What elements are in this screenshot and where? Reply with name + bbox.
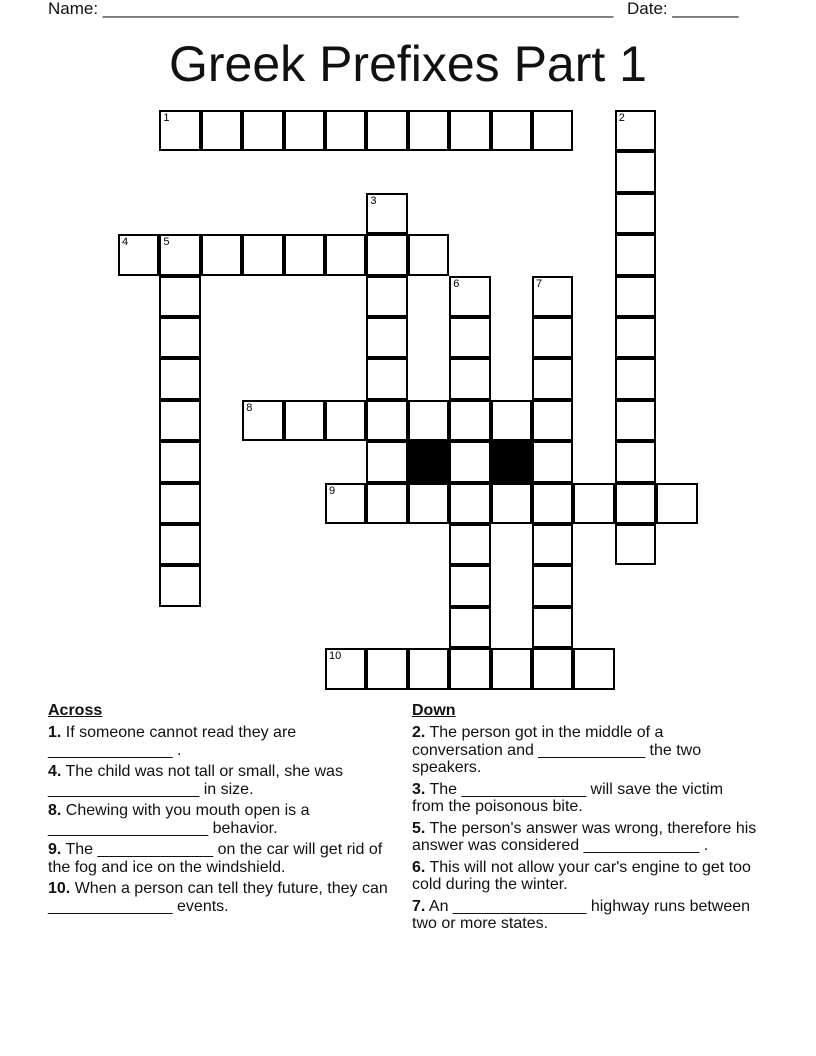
crossword-cell[interactable] <box>325 110 366 151</box>
crossword-cell[interactable] <box>366 317 407 358</box>
clue-number: 3. <box>412 780 426 798</box>
clue-text: The person got in the middle of a conversation and ____________ the two speakers. <box>412 724 702 776</box>
crossword-cell[interactable] <box>159 358 200 399</box>
crossword-cell[interactable] <box>532 648 573 689</box>
cell-number: 6 <box>453 277 460 290</box>
crossword-cell[interactable] <box>366 648 407 689</box>
crossword-cell[interactable] <box>615 110 656 151</box>
crossword-cell[interactable] <box>656 483 697 524</box>
crossword-cell[interactable] <box>366 110 407 151</box>
clue-number: 10. <box>48 880 71 897</box>
crossword-cell[interactable] <box>408 648 449 689</box>
cell-number: 3 <box>370 194 377 207</box>
crossword-cell[interactable] <box>491 110 532 151</box>
crossword-cell[interactable] <box>615 441 656 482</box>
crossword-cell[interactable] <box>615 151 656 192</box>
crossword-cell[interactable] <box>532 483 573 524</box>
clue-across-10 <box>48 880 393 915</box>
clue-text: Chewing with you mouth open is a __________________ behavior. <box>48 802 310 837</box>
crossword-cell[interactable] <box>325 234 366 275</box>
crossword-cell[interactable] <box>449 358 490 399</box>
crossword-cell[interactable] <box>408 400 449 441</box>
crossword-cell[interactable] <box>449 648 490 689</box>
clue-number: 6. <box>412 858 426 876</box>
clue-text: This will not allow your car's engine to get too cold during the winter. <box>412 858 751 893</box>
across-heading: Across <box>48 702 103 719</box>
crossword-cell[interactable] <box>408 234 449 275</box>
crossword-cell[interactable] <box>159 276 200 317</box>
crossword-cell[interactable] <box>366 276 407 317</box>
crossword-cell[interactable] <box>532 607 573 648</box>
clue-down-7 <box>412 898 757 933</box>
clue-number: 7. <box>412 897 426 915</box>
crossword-cell[interactable] <box>615 483 656 524</box>
cell-number: 4 <box>122 236 129 249</box>
clue-number: 5. <box>412 819 426 837</box>
crossword-cell[interactable] <box>449 317 490 358</box>
cell-number: 7 <box>536 277 543 290</box>
crossword-cell[interactable] <box>491 648 532 689</box>
crossword-cell[interactable] <box>159 110 200 151</box>
clue-text: The ______________ will save the victim from the poisonous bite. <box>412 780 724 815</box>
crossword-cell[interactable] <box>242 110 283 151</box>
crossword-cell[interactable] <box>449 400 490 441</box>
crossword-cell[interactable] <box>532 565 573 606</box>
crossword-cell[interactable] <box>449 565 490 606</box>
crossword-cell[interactable] <box>615 276 656 317</box>
crossword-cell[interactable] <box>366 193 407 234</box>
clue-number: 9. <box>48 841 62 858</box>
crossword-cell[interactable] <box>532 317 573 358</box>
blocked-cell <box>491 441 532 482</box>
cell-number: 5 <box>163 236 170 249</box>
clue-across-1 <box>48 724 393 759</box>
crossword-cell[interactable] <box>449 441 490 482</box>
crossword-cell[interactable] <box>159 565 200 606</box>
clue-text: The person's answer was wrong, therefore his answer was considered _____________ . <box>412 819 757 854</box>
clue-down-6 <box>412 859 757 894</box>
crossword-cell[interactable] <box>408 483 449 524</box>
crossword-cell[interactable] <box>408 110 449 151</box>
clue-text: The _____________ on the car will get rid of the fog and ice on the windshield. <box>48 841 383 876</box>
crossword-cell[interactable] <box>284 234 325 275</box>
clue-across-9 <box>48 841 393 876</box>
crossword-cell[interactable] <box>118 234 159 275</box>
cell-number: 8 <box>246 401 253 414</box>
crossword-cell[interactable] <box>159 441 200 482</box>
clue-text: An _______________ highway runs between two or more states. <box>412 897 751 932</box>
across-clues <box>48 702 393 919</box>
clue-number: 4. <box>48 763 62 780</box>
puzzle-title: Greek Prefixes Part 1 <box>169 36 647 92</box>
crossword-cell[interactable] <box>242 400 283 441</box>
crossword-cell[interactable] <box>201 234 242 275</box>
cell-number: 2 <box>618 112 625 124</box>
crossword-cell[interactable] <box>532 524 573 565</box>
cell-number: 9 <box>329 484 336 497</box>
clue-text: The child was not tall or small, she was _________________ in size. <box>48 763 343 798</box>
crossword-cell[interactable] <box>366 483 407 524</box>
crossword-cell[interactable] <box>242 234 283 275</box>
clue-number: 1. <box>48 724 62 741</box>
crossword-cell[interactable] <box>325 648 366 689</box>
crossword-cell[interactable] <box>449 110 490 151</box>
crossword-cell[interactable] <box>325 400 366 441</box>
clue-across-4 <box>48 763 393 798</box>
crossword-cell[interactable] <box>615 358 656 399</box>
clue-down-2 <box>412 724 757 777</box>
crossword-cell[interactable] <box>449 276 490 317</box>
crossword-cell[interactable] <box>532 358 573 399</box>
crossword-cell[interactable] <box>366 400 407 441</box>
crossword-cell[interactable] <box>159 400 200 441</box>
clue-text: If someone cannot read they are ______________ . <box>48 724 297 759</box>
clue-across-8 <box>48 802 393 837</box>
down-clues <box>412 702 757 937</box>
crossword-cell[interactable] <box>615 234 656 275</box>
crossword-cell[interactable] <box>201 110 242 151</box>
crossword-cell[interactable] <box>325 483 366 524</box>
crossword-cell[interactable] <box>449 524 490 565</box>
crossword-cell[interactable] <box>366 234 407 275</box>
clue-down-5 <box>412 820 757 855</box>
crossword-cell[interactable] <box>573 648 614 689</box>
cell-number: 10 <box>329 650 342 663</box>
crossword-cell[interactable] <box>573 483 614 524</box>
name-field[interactable]: Name: ______________________________________________________ <box>48 0 614 18</box>
cell-number: 1 <box>163 112 170 124</box>
crossword-cell[interactable] <box>532 441 573 482</box>
crossword-cell[interactable] <box>159 483 200 524</box>
crossword-cell[interactable] <box>615 524 656 565</box>
crossword-cell[interactable] <box>491 400 532 441</box>
clue-number: 2. <box>412 724 426 741</box>
clue-number: 8. <box>48 802 62 819</box>
crossword-cell[interactable] <box>615 317 656 358</box>
date-field[interactable]: Date: _______ <box>627 0 739 18</box>
blocked-cell <box>408 441 449 482</box>
crossword-cell[interactable] <box>532 276 573 317</box>
crossword-cell[interactable] <box>491 483 532 524</box>
crossword-cell[interactable] <box>366 441 407 482</box>
crossword-cell[interactable] <box>449 607 490 648</box>
crossword-cell[interactable] <box>532 400 573 441</box>
crossword-cell[interactable] <box>159 317 200 358</box>
crossword-cell[interactable] <box>449 483 490 524</box>
crossword-cell[interactable] <box>366 358 407 399</box>
clue-down-3 <box>412 781 757 816</box>
crossword-cell[interactable] <box>159 234 200 275</box>
crossword-cell[interactable] <box>615 400 656 441</box>
crossword-cell[interactable] <box>284 110 325 151</box>
crossword-cell[interactable] <box>615 193 656 234</box>
clue-text: When a person can tell they future, they can ______________ events. <box>48 880 388 915</box>
crossword-cell[interactable] <box>532 110 573 151</box>
down-heading: Down <box>412 702 456 719</box>
crossword-cell[interactable] <box>284 400 325 441</box>
crossword-cell[interactable] <box>159 524 200 565</box>
